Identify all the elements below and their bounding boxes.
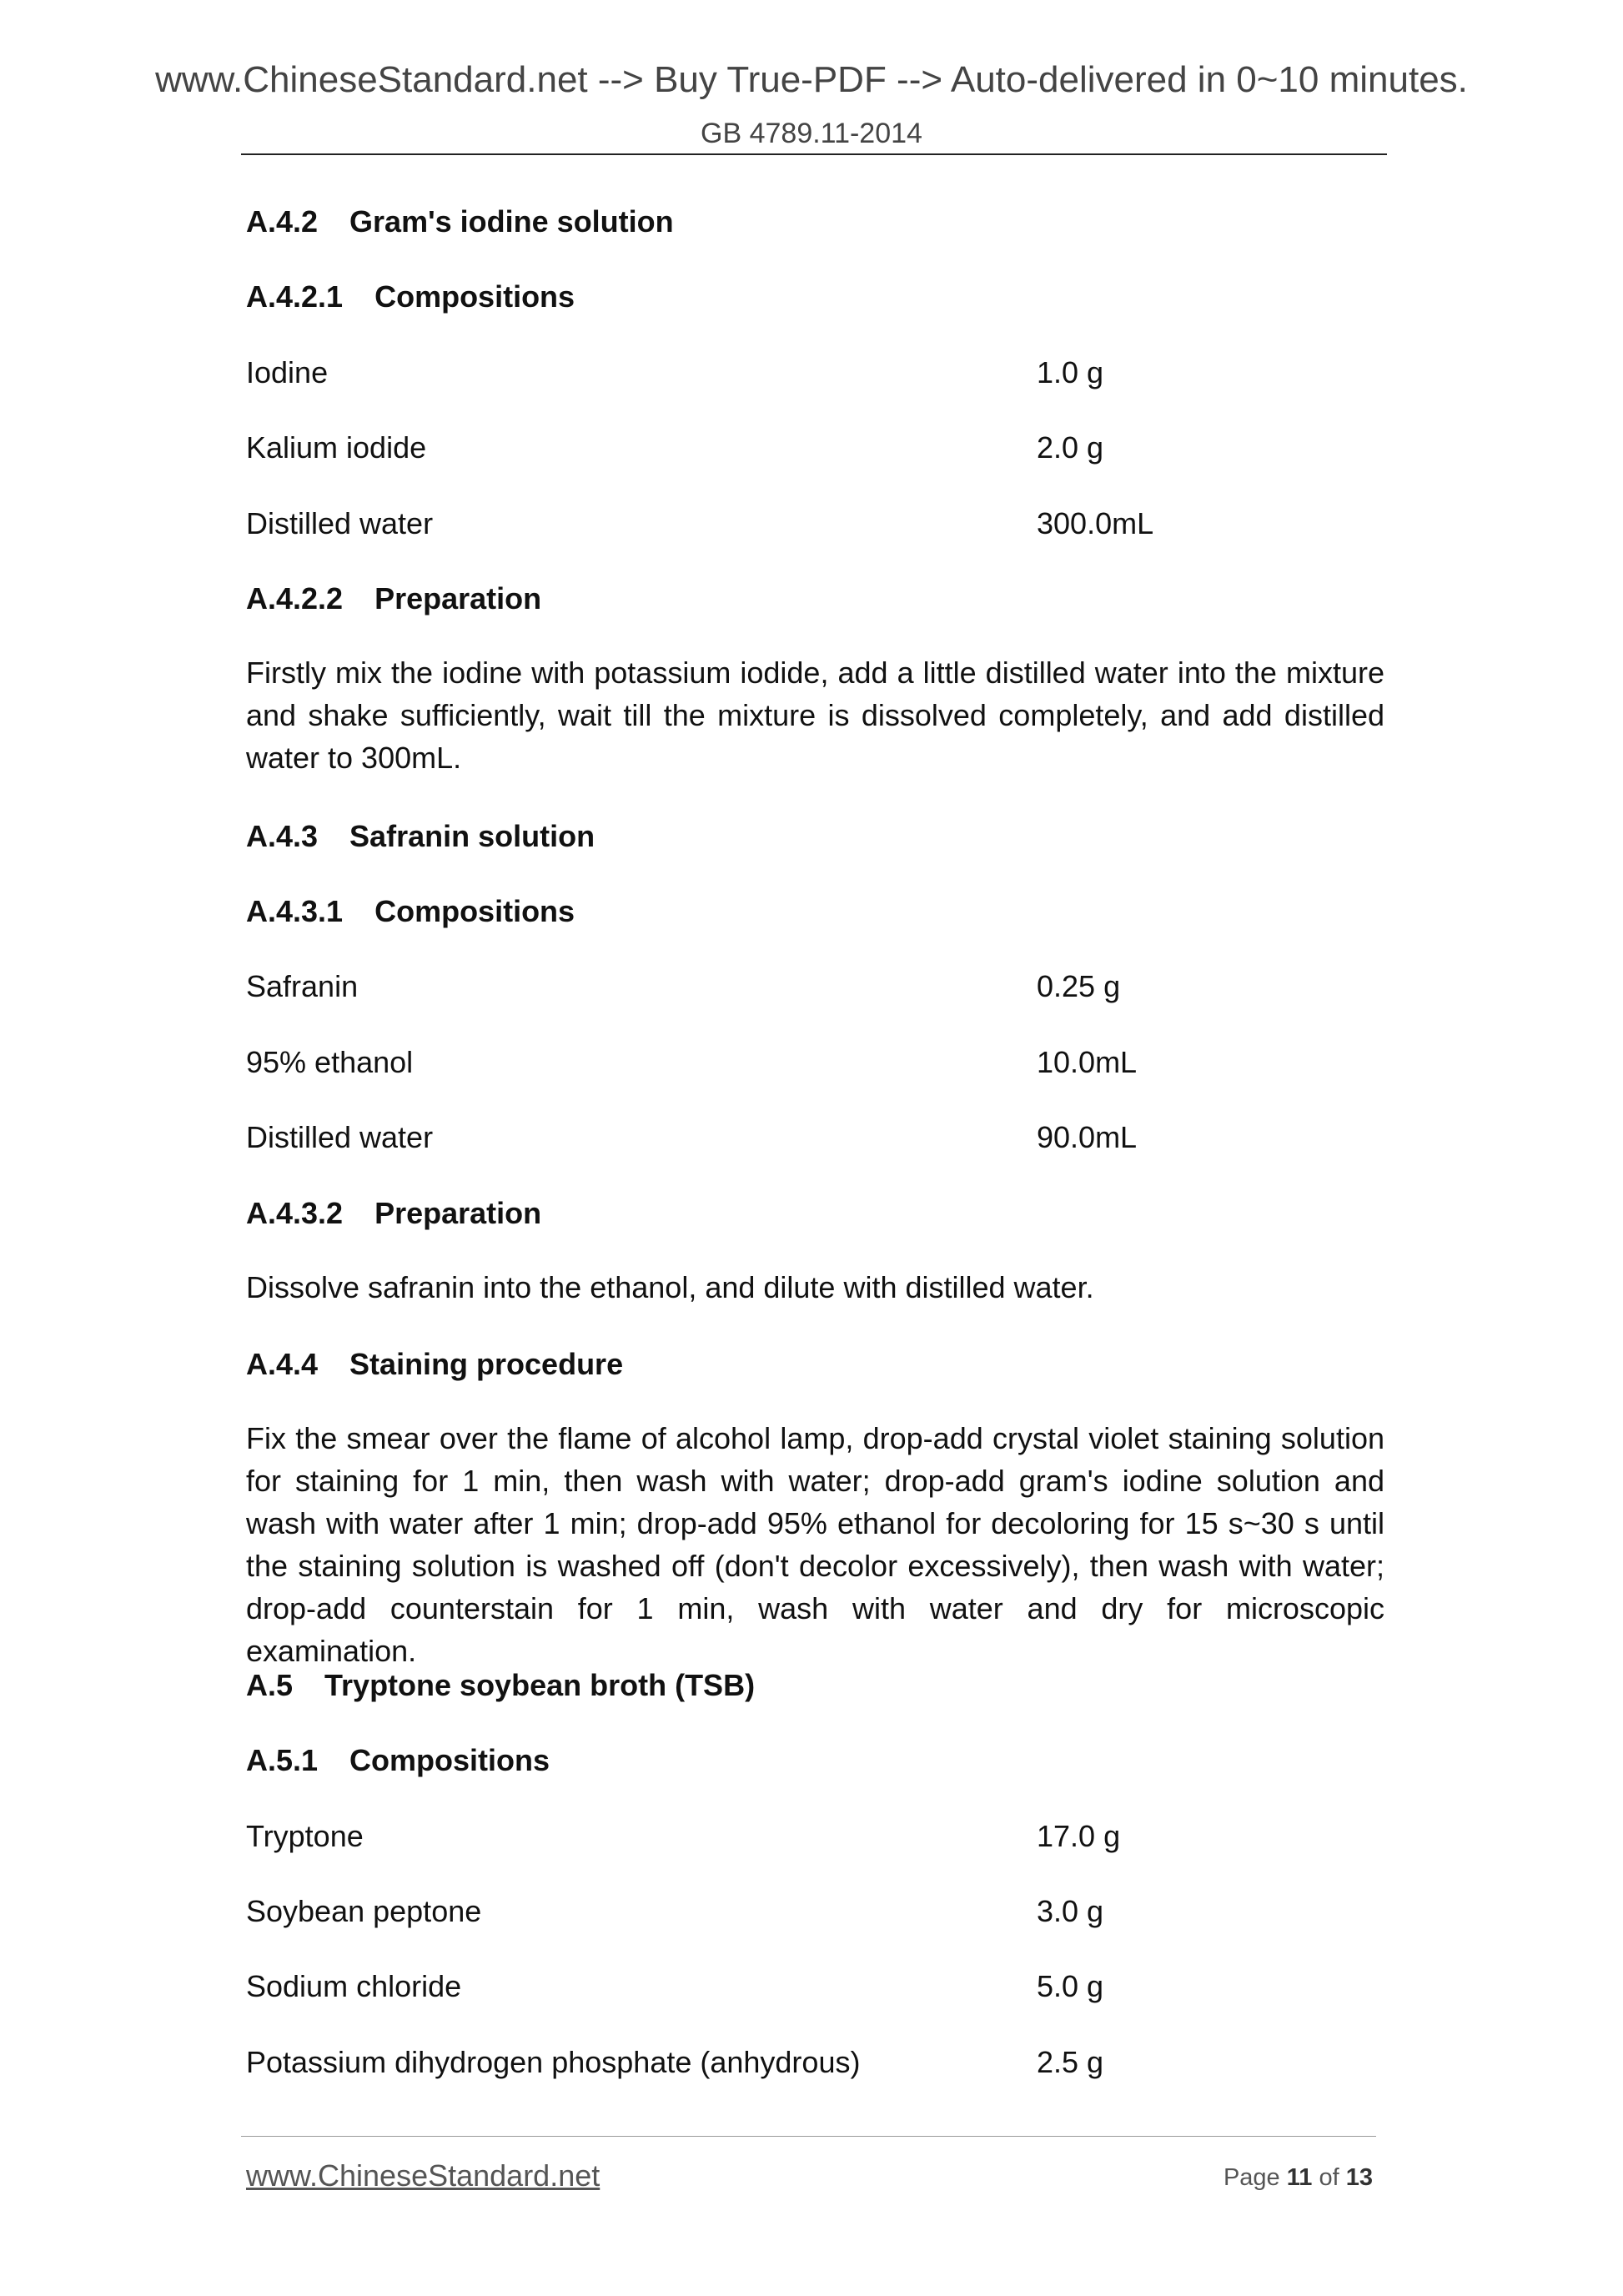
header-divider [241,153,1387,155]
section-heading-a43 [246,821,595,852]
ingredient-name: Distilled water [246,506,434,540]
preparation-paragraph: Dissolve safranin into the ethanol, and dilute with distilled water. [246,1270,1094,1304]
section-title: Staining procedure [349,1347,624,1381]
section-title: Preparation [374,1196,542,1230]
ingredient-amount: 10.0mL [1037,1045,1138,1079]
ingredient-name: Iodine [246,355,329,389]
section-heading-a42 [246,204,674,239]
section-heading-a432 [246,1198,541,1228]
section-number: A.4.3.2 [246,1196,344,1230]
ingredient-amount: 1.0 g [1037,355,1104,389]
section-number: A.4.2 [246,204,319,239]
section-number: A.4.3 [246,819,319,853]
ingredient-amount: 2.5 g [1037,2045,1104,2079]
ingredient-name: Tryptone [246,1819,364,1853]
section-number: A.4.4 [246,1347,319,1381]
ingredient-name: Kalium iodide [246,430,427,465]
section-title: Gram's iodine solution [349,204,674,239]
section-title: Preparation [374,581,542,615]
ingredient-name: Safranin [246,969,359,1003]
page-of: of [1319,2164,1339,2191]
footer-divider [241,2136,1376,2137]
section-title: Tryptone soybean broth (TSB) [324,1668,756,1702]
section-heading-a44 [246,1349,623,1379]
page-total: 13 [1345,2164,1373,2191]
standard-code: GB 4789.11-2014 [701,118,922,149]
section-heading-a421 [246,279,575,314]
ingredient-amount: 90.0mL [1037,1120,1138,1154]
promo-banner: www.ChineseStandard.net --> Buy True-PDF --> Auto-delivered in 0~10 minutes. [155,59,1468,100]
ingredient-name: Soybean peptone [246,1894,482,1928]
ingredient-amount: 17.0 g [1037,1819,1121,1853]
section-number: A.4.2.2 [246,581,344,615]
section-number: A.5 [246,1668,294,1702]
ingredient-amount: 2.0 g [1037,430,1104,465]
ingredient-name: 95% ethanol [246,1045,414,1079]
page-word: Page [1223,2164,1280,2191]
preparation-paragraph: Firstly mix the iodine with potassium iodide, add a little distilled water into the mixture and shake sufficiently, wait till the mixture is dissolved completely, and add distilled water to 300mL. [246,656,1384,775]
ingredient-name: Potassium dihydrogen phosphate (anhydrous) [246,2045,861,2079]
section-heading-a431 [246,894,575,928]
site-link[interactable]: www.ChineseStandard.net [246,2158,600,2193]
section-number: A.4.3.1 [246,894,344,928]
procedure-paragraph: Fix the smear over the flame of alcohol lamp, drop-add crystal violet staining solution for staining for 1 min, then wash with water; drop-add gram's iodine solution and wash with water after 1 min; drop-add 95% ethanol for decoloring for 15 s~30 s until the staining solution is washed off (don't decolor excessively), then wash with water; drop-add counterstain for 1 min, wash with water and dry for microscopic examination. [246,1421,1384,1668]
section-title: Compositions [374,279,575,314]
ingredient-amount: 5.0 g [1037,1969,1104,2003]
section-heading-a5 [246,1668,756,1702]
page-number [1224,2166,1373,2190]
section-number: A.4.2.1 [246,279,344,314]
section-heading-a422 [246,581,542,615]
ingredient-name: Distilled water [246,1120,434,1154]
section-heading-a51 [246,1743,550,1777]
ingredient-name: Sodium chloride [246,1969,462,2003]
ingredient-amount: 300.0mL [1037,506,1154,540]
section-title: Compositions [374,894,575,928]
section-title: Compositions [349,1743,550,1777]
page-current: 11 [1286,2164,1313,2191]
section-title: Safranin solution [349,819,595,853]
section-number: A.5.1 [246,1743,319,1777]
ingredient-amount: 0.25 g [1037,969,1121,1003]
ingredient-amount: 3.0 g [1037,1894,1104,1928]
